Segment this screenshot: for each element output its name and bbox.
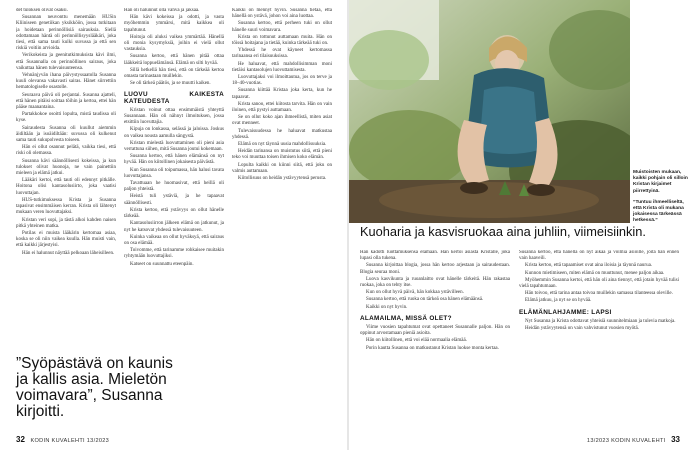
paragraph: Susanna kertoo, että ruoka on tärkeä osa hänen elämäänsä. xyxy=(366,297,484,303)
paragraph: det tuloksen olivat osaksi. xyxy=(16,8,68,13)
paragraph: Nyt Susanna ja Krista odottavat yhteisiä suunnitelmiaan ja tulevia matkoja. xyxy=(525,318,676,324)
paragraph: Heidän tarinansa on muistutus siitä, että pieni teko voi muuttaa toisen ihmisen koko elämän. xyxy=(232,149,332,161)
paragraph: Krista sanoo, ettei kiitosta tarvita. Hän on vain iloinen, että pystyi auttamaan. xyxy=(232,101,332,114)
paragraph: Elämä jatkuu, ja nyt se on hyvää. xyxy=(525,298,592,304)
photo-caption-title: Kuoharia ja kasvisruokaa aina juhliin, viimeisiinkin. xyxy=(360,224,646,239)
paragraph: Se on ollut koko ajan ihmeellistä, miten asiat ovat menneet. xyxy=(232,115,332,127)
right-column-1 xyxy=(360,250,510,435)
paragraph: Susanna kertoo, että hänen elämänsä on nyt hyvää. Hän on kiitollinen jokaisesta päivästä. xyxy=(124,154,224,166)
paragraph: Susanna kertoo, että perheen tuki on ollut hänelle suuri voimavara. xyxy=(232,21,332,33)
paragraph: Se oli tärkeä päätös, ja se muutti kaiken. xyxy=(130,81,211,87)
paragraph: Kipuja on lonkassa, selässä ja jaloissa. Joskus on vaikea nousta aamulla sängystä. xyxy=(124,127,224,139)
side-caption-1: Muistoisten mukaan, kaikki pohjain oli silloin Kristan kirjaimet piirrettyinä. xyxy=(633,170,688,194)
paragraph: Kunnon mietimiseen, miten elämä on muuttunut, menee paljon aikaa. xyxy=(525,270,665,276)
magazine-label: KODIN KUVALEHTI 13/2023 xyxy=(30,438,110,444)
paragraph: Krista kertoo, että ystävyys on ollut hänelle tärkeää. xyxy=(124,207,224,220)
paragraph: Heistä tuli ystäviä, ja he tapaavat säännöllisesti. xyxy=(124,194,224,206)
right-page xyxy=(349,0,696,450)
paragraph: Vehnänjyvän ihana päivystyssaatolla Susanna kuuli olevansa vakavasti sairas. Hänet siirrettiin hematologiselle osastolle. xyxy=(16,73,116,91)
magazine-label-right: 13/2023 KODIN KUVALEHTI xyxy=(586,438,666,444)
paragraph: Krista kertoo, että tapaamiset ovat aina iloisia ja täynnä naurua. xyxy=(525,263,653,269)
section-heading: ELÄMÄNLAHJAMME: LAPSI xyxy=(519,308,612,316)
paragraph: Katseet on suunnattu eteenpäin. xyxy=(130,261,194,267)
paragraph: Yhdessä he ovat käyneet kertomassa tarinaansa eri tilaisuuksissa. xyxy=(232,48,332,60)
paragraph: Partakkokoe osoitti lopulta, mistä taudissa oli kyse. xyxy=(16,112,116,124)
paragraph: Toivomme, että tarinamme rohkaisee muitakin ryhtymään luovuttajiksi. xyxy=(124,248,224,260)
paragraph: Sairaudesta Susanna oli kuullut aiemmin äidiltään ja isoäidiltään: suvussa oli kulkenut sama tauti sukupolvesta toiseen. xyxy=(16,125,116,144)
paragraph: Kantasolusiirron jälkeen elämä on jatkunut, ja nyt he katsovat yhdessä tulevaisuuteen. xyxy=(124,221,224,233)
paragraph: Susanna kertoo, että hänen pitää ottaa lääkkeitä loppuelämänsä. Elämä on silti hyvää. xyxy=(124,54,224,66)
right-column-2 xyxy=(519,250,679,435)
left-page xyxy=(0,0,347,450)
paragraph: He haluavat, että mahdollisimman moni tietäisi kantasolujen luovuttamisesta. xyxy=(232,61,332,73)
paragraph: Sillä hetkellä hän tiesi, että on tärkeää kertoa omasta tarinastaan muillekin. xyxy=(124,67,224,80)
paragraph: Myöhemmin Susanna kertoi, että hän oli aina tiennyt, että jotain hyvää tulisi vielä tapahtumaan. xyxy=(519,277,679,290)
paragraph: Luova kasvikunta ja ruoanlaitto ovat hänelle tärkeitä. Hän rakastaa ruokaa, joka on tehty itse. xyxy=(360,276,510,289)
paragraph: Krista on tottunut auttamaan muita. Hän on töissä hoitajana ja tietää, kuinka tärkeää tuki on. xyxy=(232,34,332,47)
paragraph: Hän oli halunnut olla vahva ja jaksaa. xyxy=(124,8,200,13)
left-column-3 xyxy=(232,8,332,428)
paragraph: Hän ei halunnut näyttää pelkoaan läheisilleen. xyxy=(22,250,115,256)
paragraph: Kun Susanna oli toipumassa, hän halusi tavata luovuttajansa. xyxy=(124,167,224,179)
paragraph: Susannan neuvonttu menemään HUSin Kliiniseen genetiikan yksikköön, jossa tutkitaan ja hoidetaan perinnöllisiä sairauksia. Siellä odottamaan häntä oli perinnöllisyyslääkäri, joka tiesi, että sama tauti kulki suvussa ja että sen riskiä voitiin arvioida. xyxy=(16,15,116,52)
paragraph: Susanna kertoo, että hänellä on nyt aikaa ja voimia asioille, joita hän ennen vain haaveili. xyxy=(519,250,679,262)
paragraph: Verikokeista ja geenitutkimuksista kävi ilmi, että Susannalla on perinnöllinen sairaus, joka vaikuttaa hänen tulevaisuuteensa. xyxy=(16,53,116,71)
photo-side-caption xyxy=(633,170,689,230)
paragraph: Kaikki on nyt hyvin. xyxy=(366,304,408,310)
paragraph: Viime vuosien tapahtumat ovat opettaneet Susannalle paljon. Hän on oppinut arvostamaan pieniä asioita. xyxy=(360,325,510,337)
side-caption-2: ”Tuntuu ihmeelliseltä, että Krista oli mukana jokaisessa tärkeässä hetkessä.” xyxy=(633,199,684,224)
paragraph: Susanna kävi säännöllisesti kokeissa, ja kun tulokset olivat huonoja, ne vain painettiin mieleen ja elämä jatkui. xyxy=(16,158,116,177)
photo-illustration xyxy=(349,0,630,223)
paragraph: Kristan veri sopi, ja tästä alkoi kahden naisen pitkä yhteinen matka. xyxy=(16,217,116,229)
paragraph: Hän kävi kokeissa ja odotti, ja vasta myöhemmin ymmärsi, mitä kaikkea oli tapahtunut. xyxy=(124,15,224,33)
paragraph: Hoitoja oli aluksi vaikea ymmärtää. Hänellä oli monia kysymyksiä, joihin ei vielä ollut vastauksia. xyxy=(124,34,224,53)
paragraph: Porin kautta Susanna on matkustanut Kristan luokse monta kertaa. xyxy=(366,345,499,351)
right-footer xyxy=(587,435,680,444)
paragraph: Hän ei ollut osannut pelätä, vaikka tiesi, että riski oli olemassa. xyxy=(16,145,116,157)
paragraph: Kristan mielestä luovuttaminen oli pieni asia verrattuna siihen, mitä Susanna joutui kokemaan. xyxy=(124,140,224,153)
paragraph: Kuinka vaikeaa on ollut hyväksyä, että sairaus on osa elämää. xyxy=(124,234,224,246)
left-footer xyxy=(16,435,109,444)
paragraph: Susanna kirjoittaa blogia, jossa hän kertoo arjestaan ja sairaudestaan. Blogia seuraa moni. xyxy=(360,263,510,275)
section-heading: ALAMAILMA, MISSÄ OLET? xyxy=(360,314,452,322)
paragraph: Kaikki on mennyt hyvin. Susanna tietää, että hänellä on ystävä, johon voi aina luottaa. xyxy=(232,8,332,20)
paragraph: HUS-tutkimuksessa Krista ja Susanna tapasivat ensimmäisen kerran. Krista oli lähtenyt mukaan veren luovuttajaksi. xyxy=(16,197,116,216)
paragraph: Kristan voinut ottaa ensimmäistä yhteyttä Susannaan. Hän oli nähnyt ilmoituksen, jossa etsittiin luovuttajia. xyxy=(124,107,224,126)
paragraph: Hän kadotti luottamuksensa elämään. Hän kertoi asiasta Kristalle, joka lupasi olla tukena. xyxy=(360,250,510,262)
paragraph: Potilas ei muista lääkärin kertomaa asiaa, koska se oli niin vaikea kuulla. Hän muisti vain, että kaikki järjestyisi. xyxy=(16,230,116,249)
page-number: 32 xyxy=(16,435,25,444)
paragraph: Luovuttajaksi voi ilmoittautua, jos on terve ja 18–40-vuotias. xyxy=(232,75,332,87)
paragraph: Heidän ystävyytensä on vain vahvistunut vuosien myötä. xyxy=(525,326,640,332)
paragraph: Hän on kiitollinen, että voi elää normaalia elämää. xyxy=(366,338,467,344)
section-heading: LUOVU KAIKESTA KATEUDESTA xyxy=(124,91,224,105)
paragraph: Lääkäri kertoi, että tauti oli edennyt pitkälle. Hoitona olisi kantasolusiirto, joka vaatisi luovuttajan. xyxy=(16,178,116,196)
paragraph: Lopulta kaikki on kiinni siitä, että joku on valmis auttamaan. xyxy=(232,162,332,174)
paragraph: Hän toivoo, että tarina antaa toivoa muillekin samassa tilanteessa oleville. xyxy=(525,291,673,297)
garden-photo xyxy=(349,0,630,223)
pull-quote: ”Syöpästävä on kaunis ja kallis asia. Mieletön voimavara”, Susanna kirjoitti. xyxy=(16,355,173,420)
paragraph: Tulevaisuudessa he haluavat matkustaa yhdessä. xyxy=(232,128,332,140)
paragraph: Kun on ollut hyvä päivä, hän kokkaa ystävilleen. xyxy=(366,290,464,296)
paragraph: Tavattuaan he huomasivat, että heillä oli paljon yhteistä. xyxy=(124,181,224,193)
paragraph: Elämä on nyt täynnä uusia mahdollisuuksia. xyxy=(238,142,327,148)
paragraph: Kiitollisuus on heidän ystävyytensä perusta. xyxy=(238,176,327,182)
left-column-1 xyxy=(16,8,116,353)
paragraph: Susanna kiittää Kristaa joka kerta, kun he tapaavat. xyxy=(232,88,332,100)
page-number-right: 33 xyxy=(671,435,680,444)
paragraph: Seuraava päivä oli perjantai. Susanna ajatteli, että hänen pitäisi soittaa töihin ja kertoa, ettei hän pääse maanantaina. xyxy=(16,92,116,111)
